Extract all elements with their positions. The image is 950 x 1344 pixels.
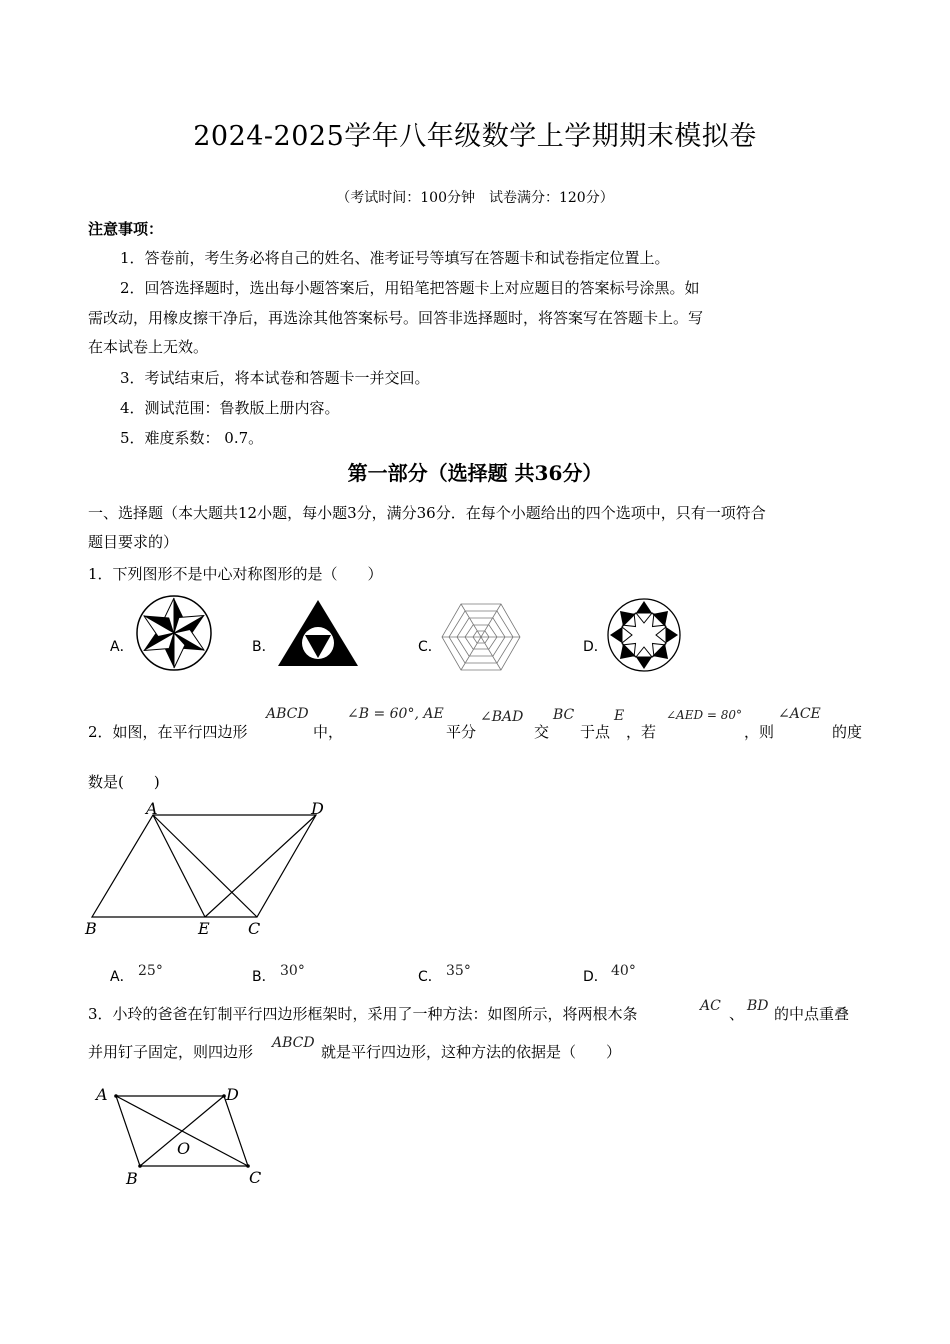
q2-option-a-label: A． bbox=[110, 969, 134, 985]
notice-item-4: 4．测试范围：鲁教版上册内容。 bbox=[120, 399, 340, 417]
part1-instruction-line2: 题目要求的） bbox=[88, 533, 179, 551]
q1-option-d-label: D． bbox=[583, 639, 608, 655]
notice-item-2-line2: 需改动，用橡皮擦干净后，再选涂其他答案标号。回答非选择题时，将答案写在答题卡上。写 bbox=[88, 309, 704, 327]
part1-instruction-line1: 一、选择题（本大题共12小题，每小题3分，满分36分．在每个小题给出的四个选项中，只有一项符合 bbox=[88, 504, 766, 522]
q3-math-bd: BD bbox=[747, 998, 769, 1014]
q2-math-angle-b: ∠B = 60°, AE bbox=[347, 706, 444, 722]
q3-math-ac: AC bbox=[700, 998, 721, 1014]
q2-math-bc: BC bbox=[553, 707, 575, 723]
q2-text-part1: 2．如图，在平行四边形 bbox=[88, 723, 248, 741]
notice-item-3: 3．考试结束后，将本试卷和答题卡一并交回。 bbox=[120, 369, 430, 387]
q3-text-part4: 并用钉子固定，则四边形 bbox=[88, 1043, 254, 1061]
q2-math-angle-aed: ∠AED = 80° bbox=[666, 708, 743, 722]
q2-text-part6: ，若 bbox=[626, 723, 657, 741]
q1-figure-d-octagon-icon bbox=[606, 597, 682, 673]
q3-parallelogram-figure bbox=[90, 1082, 280, 1192]
exam-info: （考试时间：100分钟 试卷满分：120分） bbox=[336, 190, 614, 206]
q3-text-part2: 、 bbox=[729, 1005, 745, 1023]
q3-text-part5: 就是平行四边形，这种方法的依据是（ ） bbox=[321, 1043, 622, 1061]
q2-label-b: B bbox=[85, 919, 97, 938]
q3-label-o: O bbox=[177, 1139, 191, 1158]
q2-option-c-label: C． bbox=[418, 969, 442, 985]
q2-option-d-value: 40° bbox=[611, 963, 636, 979]
q2-text-part5: 于点 bbox=[580, 723, 611, 741]
notice-item-2-line3: 在本试卷上无效。 bbox=[88, 338, 209, 356]
q3-label-a: A bbox=[96, 1085, 108, 1104]
q1-figure-c-hexagon-icon bbox=[441, 603, 521, 671]
q1-option-a-label: A． bbox=[110, 639, 134, 655]
q2-text-part8: 的度 bbox=[832, 723, 863, 741]
q3-label-c: C bbox=[249, 1168, 262, 1187]
q2-math-e: E bbox=[614, 708, 625, 724]
page-title: 2024-2025学年八年级数学上学期期末模拟卷 bbox=[193, 121, 757, 152]
q2-text-part7: ，则 bbox=[744, 723, 775, 741]
q2-label-e: E bbox=[198, 919, 210, 938]
q2-option-a-value: 25° bbox=[138, 963, 163, 979]
q3-label-d: D bbox=[226, 1085, 239, 1104]
q3-label-b: B bbox=[126, 1169, 138, 1188]
notice-item-2-line1: 2．回答选择题时，选出每小题答案后，用铅笔把答题卡上对应题目的答案标号涂黑。如 bbox=[120, 279, 700, 297]
q1-figure-a-star-icon bbox=[135, 594, 213, 672]
q2-text-line2: 数是( ) bbox=[88, 773, 160, 791]
q2-parallelogram-figure bbox=[80, 798, 340, 943]
q1-text: 1．下列图形不是中心对称图形的是（ ） bbox=[88, 565, 383, 583]
q2-text-part2: 中， bbox=[313, 723, 344, 741]
q3-text-part3: 的中点重叠 bbox=[774, 1005, 850, 1023]
notice-heading: 注意事项： bbox=[88, 220, 164, 238]
q2-math-angle-bad: ∠BAD bbox=[480, 709, 524, 725]
notice-item-1: 1．答卷前，考生务必将自己的姓名、准考证号等填写在答题卡和试卷指定位置上。 bbox=[120, 249, 670, 267]
q2-text-part4: 交 bbox=[534, 723, 550, 741]
q2-label-d: D bbox=[311, 799, 324, 818]
q1-figure-b-triangle-icon bbox=[276, 598, 360, 668]
q2-label-c: C bbox=[248, 919, 261, 938]
q2-option-b-label: B． bbox=[252, 969, 276, 985]
q2-label-a: A bbox=[146, 799, 158, 818]
q1-option-b-label: B． bbox=[252, 639, 276, 655]
q2-math-angle-ace: ∠ACE bbox=[778, 706, 821, 722]
q2-math-abcd: ABCD bbox=[266, 706, 309, 722]
q2-option-c-value: 35° bbox=[446, 963, 471, 979]
q2-option-d-label: D． bbox=[583, 969, 608, 985]
q3-text-part1: 3．小玲的爸爸在钉制平行四边形框架时，采用了一种方法：如图所示，将两根木条 bbox=[88, 1005, 638, 1023]
q2-option-b-value: 30° bbox=[280, 963, 305, 979]
section-title: 第一部分（选择题 共36分） bbox=[347, 461, 603, 485]
q1-option-c-label: C． bbox=[418, 639, 442, 655]
q2-text-part3: 平分 bbox=[446, 723, 477, 741]
notice-item-5: 5．难度系数： 0.7。 bbox=[120, 429, 264, 447]
q3-math-abcd: ABCD bbox=[272, 1035, 315, 1051]
